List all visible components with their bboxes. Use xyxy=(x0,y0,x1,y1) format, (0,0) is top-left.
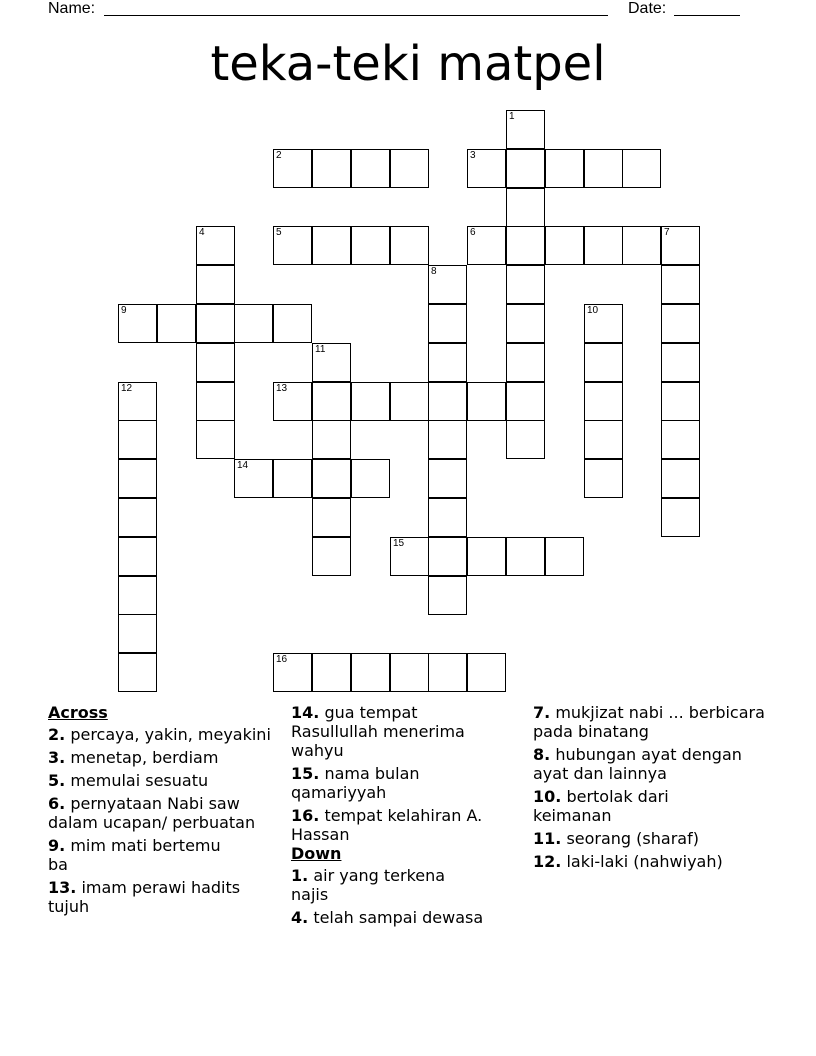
grid-cell[interactable] xyxy=(506,420,545,459)
across-clue-9: 9. mim mati bertemu ba xyxy=(48,836,221,874)
grid-cell[interactable] xyxy=(118,498,157,537)
grid-cell[interactable] xyxy=(428,343,467,382)
grid-cell[interactable] xyxy=(351,382,390,421)
down-heading: Down xyxy=(291,844,342,863)
grid-cell[interactable] xyxy=(661,265,700,304)
grid-cell[interactable] xyxy=(661,304,700,343)
grid-cell[interactable] xyxy=(234,304,273,343)
down-clue-11: 11. seorang (sharaf) xyxy=(533,829,699,848)
grid-cell[interactable] xyxy=(584,459,623,498)
grid-cell[interactable] xyxy=(584,149,623,188)
grid-cell[interactable] xyxy=(312,226,351,265)
clue-number: 1 xyxy=(509,111,515,122)
grid-cell[interactable] xyxy=(312,498,351,537)
across-clue-16: 16. tempat kelahiran A. Hassan xyxy=(291,806,483,844)
grid-cell[interactable] xyxy=(157,304,196,343)
grid-cell[interactable] xyxy=(428,653,467,692)
grid-cell[interactable] xyxy=(390,537,429,576)
grid-cell[interactable] xyxy=(118,304,157,343)
grid-cell[interactable] xyxy=(506,304,545,343)
grid-cell[interactable] xyxy=(545,149,584,188)
grid-cell[interactable] xyxy=(118,537,157,576)
grid-cell[interactable] xyxy=(545,226,584,265)
clue-number: 2 xyxy=(276,150,282,161)
grid-cell[interactable] xyxy=(467,149,506,188)
grid-cell[interactable] xyxy=(390,226,429,265)
grid-cell[interactable] xyxy=(661,420,700,459)
grid-cell[interactable] xyxy=(273,459,312,498)
clue-number: 9 xyxy=(121,305,127,316)
grid-cell[interactable] xyxy=(196,265,235,304)
grid-cell[interactable] xyxy=(118,420,157,459)
grid-cell[interactable] xyxy=(118,614,157,653)
grid-cell[interactable] xyxy=(273,149,312,188)
grid-cell[interactable] xyxy=(273,304,312,343)
date-label: Date: xyxy=(628,0,667,17)
grid-cell[interactable] xyxy=(312,343,351,382)
clue-number: 13 xyxy=(276,383,288,394)
grid-cell[interactable] xyxy=(506,343,545,382)
grid-cell[interactable] xyxy=(506,265,545,304)
grid-cell[interactable] xyxy=(196,226,235,265)
grid-cell[interactable] xyxy=(584,304,623,343)
grid-cell[interactable] xyxy=(196,343,235,382)
grid-cell[interactable] xyxy=(351,226,390,265)
grid-cell[interactable] xyxy=(428,537,467,576)
grid-cell[interactable] xyxy=(312,382,351,421)
grid-cell[interactable] xyxy=(584,226,623,265)
clue-number: 4 xyxy=(199,227,205,238)
across-heading: Across xyxy=(48,703,108,722)
clue-number: 15 xyxy=(393,538,405,549)
across-clue-3: 3. menetap, berdiam xyxy=(48,748,219,767)
grid-cell[interactable] xyxy=(351,653,390,692)
grid-cell[interactable] xyxy=(312,459,351,498)
grid-cell[interactable] xyxy=(390,653,429,692)
grid-cell[interactable] xyxy=(118,653,157,692)
grid-cell[interactable] xyxy=(506,149,545,188)
grid-cell[interactable] xyxy=(584,382,623,421)
grid-cell[interactable] xyxy=(428,459,467,498)
grid-cell[interactable] xyxy=(428,420,467,459)
clue-column-1 xyxy=(48,703,284,920)
page-title: teka-teki matpel xyxy=(210,36,606,92)
grid-cell[interactable] xyxy=(273,382,312,421)
grid-cell[interactable] xyxy=(118,459,157,498)
clue-number: 16 xyxy=(276,654,288,665)
clue-number: 5 xyxy=(276,227,282,238)
down-clue-1: 1. air yang terkena najis xyxy=(291,866,446,904)
clue-column-2 xyxy=(291,703,523,931)
grid-cell[interactable] xyxy=(351,149,390,188)
grid-cell[interactable] xyxy=(351,459,390,498)
down-clue-10: 10. bertolak dari keimanan xyxy=(533,787,669,825)
grid-cell[interactable] xyxy=(622,226,661,265)
clue-number: 8 xyxy=(431,266,437,277)
grid-cell[interactable] xyxy=(234,459,273,498)
grid-cell[interactable] xyxy=(584,420,623,459)
grid-cell[interactable] xyxy=(312,149,351,188)
across-clue-13: 13. imam perawi hadits tujuh xyxy=(48,878,241,916)
grid-cell[interactable] xyxy=(661,498,700,537)
down-clue-8: 8. hubungan ayat dengan ayat dan lainnya xyxy=(533,745,742,783)
clue-number: 14 xyxy=(237,460,249,471)
grid-cell[interactable] xyxy=(467,537,506,576)
grid-cell[interactable] xyxy=(196,304,235,343)
grid-cell[interactable] xyxy=(273,226,312,265)
grid-cell[interactable] xyxy=(312,420,351,459)
grid-cell[interactable] xyxy=(661,459,700,498)
grid-cell[interactable] xyxy=(467,382,506,421)
grid-cell[interactable] xyxy=(390,382,429,421)
across-clue-5: 5. memulai sesuatu xyxy=(48,771,209,790)
grid-cell[interactable] xyxy=(506,537,545,576)
across-clue-14: 14. gua tempat Rasullullah menerima wahyu xyxy=(291,703,465,760)
grid-cell[interactable] xyxy=(312,653,351,692)
down-clue-12: 12. laki-laki (nahwiyah) xyxy=(533,852,723,871)
grid-cell[interactable] xyxy=(661,343,700,382)
clue-number: 3 xyxy=(470,150,476,161)
grid-cell[interactable] xyxy=(312,537,351,576)
clue-number: 6 xyxy=(470,227,476,238)
grid-cell[interactable] xyxy=(545,537,584,576)
grid-cell[interactable] xyxy=(118,576,157,615)
grid-cell[interactable] xyxy=(661,226,700,265)
grid-cell[interactable] xyxy=(118,382,157,421)
grid-cell[interactable] xyxy=(622,149,661,188)
grid-cell[interactable] xyxy=(273,653,312,692)
down-clue-7: 7. mukjizat nabi ... berbicara pada binatang xyxy=(533,703,765,741)
grid-cell[interactable] xyxy=(467,226,506,265)
grid-cell[interactable] xyxy=(428,265,467,304)
grid-cell[interactable] xyxy=(196,420,235,459)
grid-cell[interactable] xyxy=(428,576,467,615)
grid-cell[interactable] xyxy=(196,382,235,421)
clue-number: 10 xyxy=(587,305,599,316)
grid-cell[interactable] xyxy=(506,110,545,149)
grid-cell[interactable] xyxy=(428,304,467,343)
across-clue-2: 2. percaya, yakin, meyakini xyxy=(48,725,271,744)
down-clue-4: 4. telah sampai dewasa xyxy=(291,908,484,927)
grid-cell[interactable] xyxy=(506,188,545,227)
grid-cell[interactable] xyxy=(428,382,467,421)
name-label: Name: xyxy=(48,0,96,17)
across-clue-6: 6. pernyataan Nabi saw dalam ucapan/ perbuatan xyxy=(48,794,256,832)
grid-cell[interactable] xyxy=(390,149,429,188)
across-clue-15: 15. nama bulan qamariyyah xyxy=(291,764,420,802)
grid-cell[interactable] xyxy=(661,382,700,421)
grid-cell[interactable] xyxy=(467,653,506,692)
grid-cell[interactable] xyxy=(506,226,545,265)
clue-number: 12 xyxy=(121,383,133,394)
clue-number: 7 xyxy=(664,227,670,238)
grid-cell[interactable] xyxy=(506,382,545,421)
clue-column-3 xyxy=(533,703,769,875)
grid-cell[interactable] xyxy=(584,343,623,382)
clue-number: 11 xyxy=(315,344,326,355)
grid-cell[interactable] xyxy=(428,498,467,537)
